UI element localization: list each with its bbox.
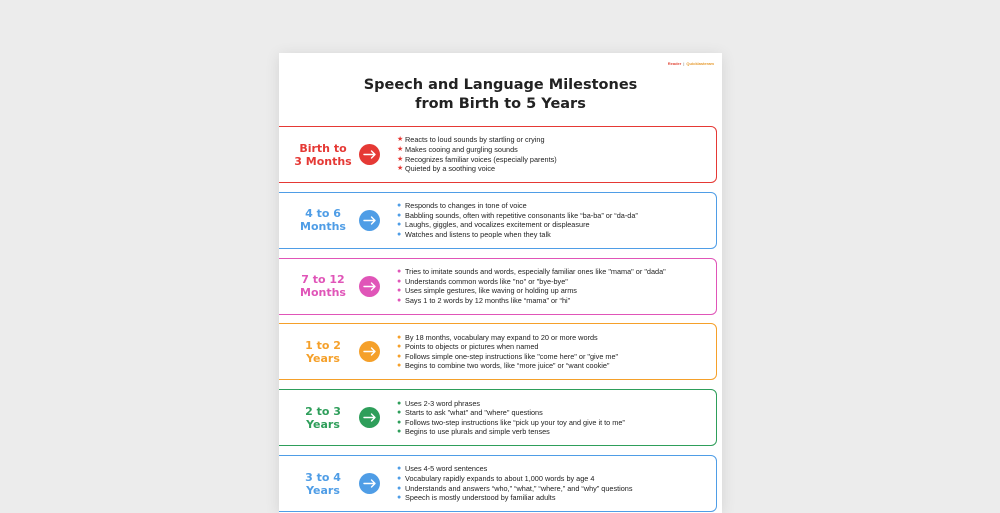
list-item-text: Quieted by a soothing voice <box>405 164 496 174</box>
bullet-icon: ● <box>397 428 402 436</box>
list-item <box>397 267 710 277</box>
list-item <box>397 145 710 155</box>
title-line-2: from Birth to 5 Years <box>415 96 586 112</box>
list-item <box>397 333 710 343</box>
milestone-card <box>279 323 717 380</box>
list-item-text: Laughs, giggles, and vocalizes excitement or displeasure <box>405 220 590 230</box>
milestone-age-line-1: 2 to 3 <box>305 404 341 418</box>
list-item-text: By 18 months, vocabulary may expand to 20 or more words <box>405 332 598 342</box>
milestone-card <box>279 126 717 183</box>
list-item-text: Watches and listens to people when they talk <box>405 229 551 239</box>
bullet-icon: ● <box>397 418 402 426</box>
list-item <box>397 427 710 437</box>
page-title <box>279 76 722 114</box>
milestone-list <box>397 259 710 314</box>
milestone-age-line-1: 1 to 2 <box>305 338 341 352</box>
brand-right: Quicklasteram <box>686 61 714 66</box>
milestone-age-line-1: 7 to 12 <box>301 273 345 287</box>
bullet-icon: ● <box>397 267 402 275</box>
list-item-text: Uses 2-3 word phrases <box>405 398 481 408</box>
list-item <box>397 211 710 221</box>
bullet-icon: ● <box>397 409 402 417</box>
milestone-age-line-2: Years <box>306 417 340 431</box>
arrow-right-icon <box>359 276 380 297</box>
milestone-list <box>397 193 710 248</box>
list-item <box>397 155 710 165</box>
milestone-list <box>397 324 710 379</box>
list-item <box>397 493 710 503</box>
milestone-age <box>288 324 358 379</box>
bullet-icon: ● <box>397 287 402 295</box>
milestone-card <box>279 192 717 249</box>
milestone-age <box>288 127 358 182</box>
milestone-card <box>279 455 717 512</box>
bullet-icon: ★ <box>397 165 404 173</box>
milestone-list <box>397 390 710 445</box>
milestone-list <box>397 127 710 182</box>
milestone-card <box>279 389 717 446</box>
bullet-icon: ● <box>397 465 402 473</box>
list-item <box>397 399 710 409</box>
bullet-icon: ● <box>397 399 402 407</box>
list-item-text: Babbling sounds, often with repetitive consonants like “ba-ba” or “da-da” <box>405 210 638 220</box>
list-item-text: Tries to imitate sounds and words, especially familiar ones like "mama" or "dada" <box>405 266 666 276</box>
milestone-age <box>288 456 358 511</box>
list-item <box>397 474 710 484</box>
list-item <box>397 135 710 145</box>
list-item-text: Understands and answers “who,” “what,” “where,” and “why” questions <box>405 483 633 493</box>
bullet-icon: ● <box>397 474 402 482</box>
milestone-age-line-2: Months <box>300 286 346 300</box>
milestone-age-line-2: Years <box>306 483 340 497</box>
list-item <box>397 296 710 306</box>
list-item <box>397 464 710 474</box>
list-item-text: Says 1 to 2 words by 12 months like “mama” or “hi” <box>405 295 571 305</box>
milestone-age-line-1: Birth to <box>299 141 347 155</box>
list-item <box>397 277 710 287</box>
bullet-icon: ★ <box>397 145 404 153</box>
list-item-text: Begins to combine two words, like “more juice” or “want cookie” <box>405 361 610 371</box>
milestone-age <box>288 390 358 445</box>
bullet-icon: ● <box>397 202 402 210</box>
list-item-text: Responds to changes in tone of voice <box>405 201 527 211</box>
milestone-list <box>397 456 710 511</box>
list-item <box>397 484 710 494</box>
milestone-age <box>288 259 358 314</box>
list-item <box>397 230 710 240</box>
milestone-age-line-1: 3 to 4 <box>305 470 341 484</box>
list-item-text: Vocabulary rapidly expands to about 1,000 words by age 4 <box>405 473 595 483</box>
bullet-icon: ● <box>397 277 402 285</box>
brand-logo: Reader | Quicklasteram <box>667 61 714 66</box>
arrow-right-icon <box>359 144 380 165</box>
list-item-text: Uses simple gestures, like waving or holding up arms <box>405 286 577 296</box>
bullet-icon: ● <box>397 352 402 360</box>
list-item-text: Begins to use plurals and simple verb tenses <box>405 427 550 437</box>
arrow-right-icon <box>359 473 380 494</box>
list-item <box>397 286 710 296</box>
list-item-text: Starts to ask "what" and "where" questions <box>405 408 543 418</box>
list-item-text: Understands common words like "no" or "bye-bye" <box>405 276 568 286</box>
milestones-sheet <box>279 53 722 513</box>
brand-left: Reader <box>667 61 682 66</box>
list-item-text: Uses 4-5 word sentences <box>405 464 488 474</box>
milestone-age-line-2: 3 Months <box>294 154 352 168</box>
list-item <box>397 352 710 362</box>
milestone-age-line-2: Years <box>306 351 340 365</box>
milestone-age-line-2: Months <box>300 220 346 234</box>
list-item-text: Recognizes familiar voices (especially parents) <box>405 154 557 164</box>
list-item <box>397 408 710 418</box>
bullet-icon: ● <box>397 333 402 341</box>
milestone-age-line-1: 4 to 6 <box>305 207 341 221</box>
list-item <box>397 361 710 371</box>
list-item-text: Follows two-step instructions like “pick up your toy and give it to me” <box>405 417 625 427</box>
bullet-icon: ★ <box>397 136 404 144</box>
bullet-icon: ● <box>397 296 402 304</box>
bullet-icon: ● <box>397 484 402 492</box>
list-item-text: Follows simple one-step instructions like "come here" or "give me" <box>405 351 619 361</box>
list-item <box>397 418 710 428</box>
bullet-icon: ● <box>397 211 402 219</box>
bullet-icon: ● <box>397 343 402 351</box>
list-item <box>397 164 710 174</box>
title-line-1: Speech and Language Milestones <box>363 77 638 93</box>
milestone-card <box>279 258 717 315</box>
arrow-right-icon <box>359 407 380 428</box>
list-item <box>397 201 710 211</box>
bullet-icon: ● <box>397 362 402 370</box>
list-item-text: Speech is mostly understood by familiar adults <box>405 493 556 503</box>
list-item-text: Reacts to loud sounds by startling or crying <box>405 135 545 145</box>
bullet-icon: ● <box>397 221 402 229</box>
arrow-right-icon <box>359 341 380 362</box>
bullet-icon: ★ <box>397 155 404 163</box>
bullet-icon: ● <box>397 494 402 502</box>
list-item-text: Makes cooing and gurgling sounds <box>405 144 518 154</box>
milestone-age <box>288 193 358 248</box>
list-item <box>397 220 710 230</box>
list-item <box>397 342 710 352</box>
arrow-right-icon <box>359 210 380 231</box>
bullet-icon: ● <box>397 230 402 238</box>
list-item-text: Points to objects or pictures when named <box>405 342 539 352</box>
